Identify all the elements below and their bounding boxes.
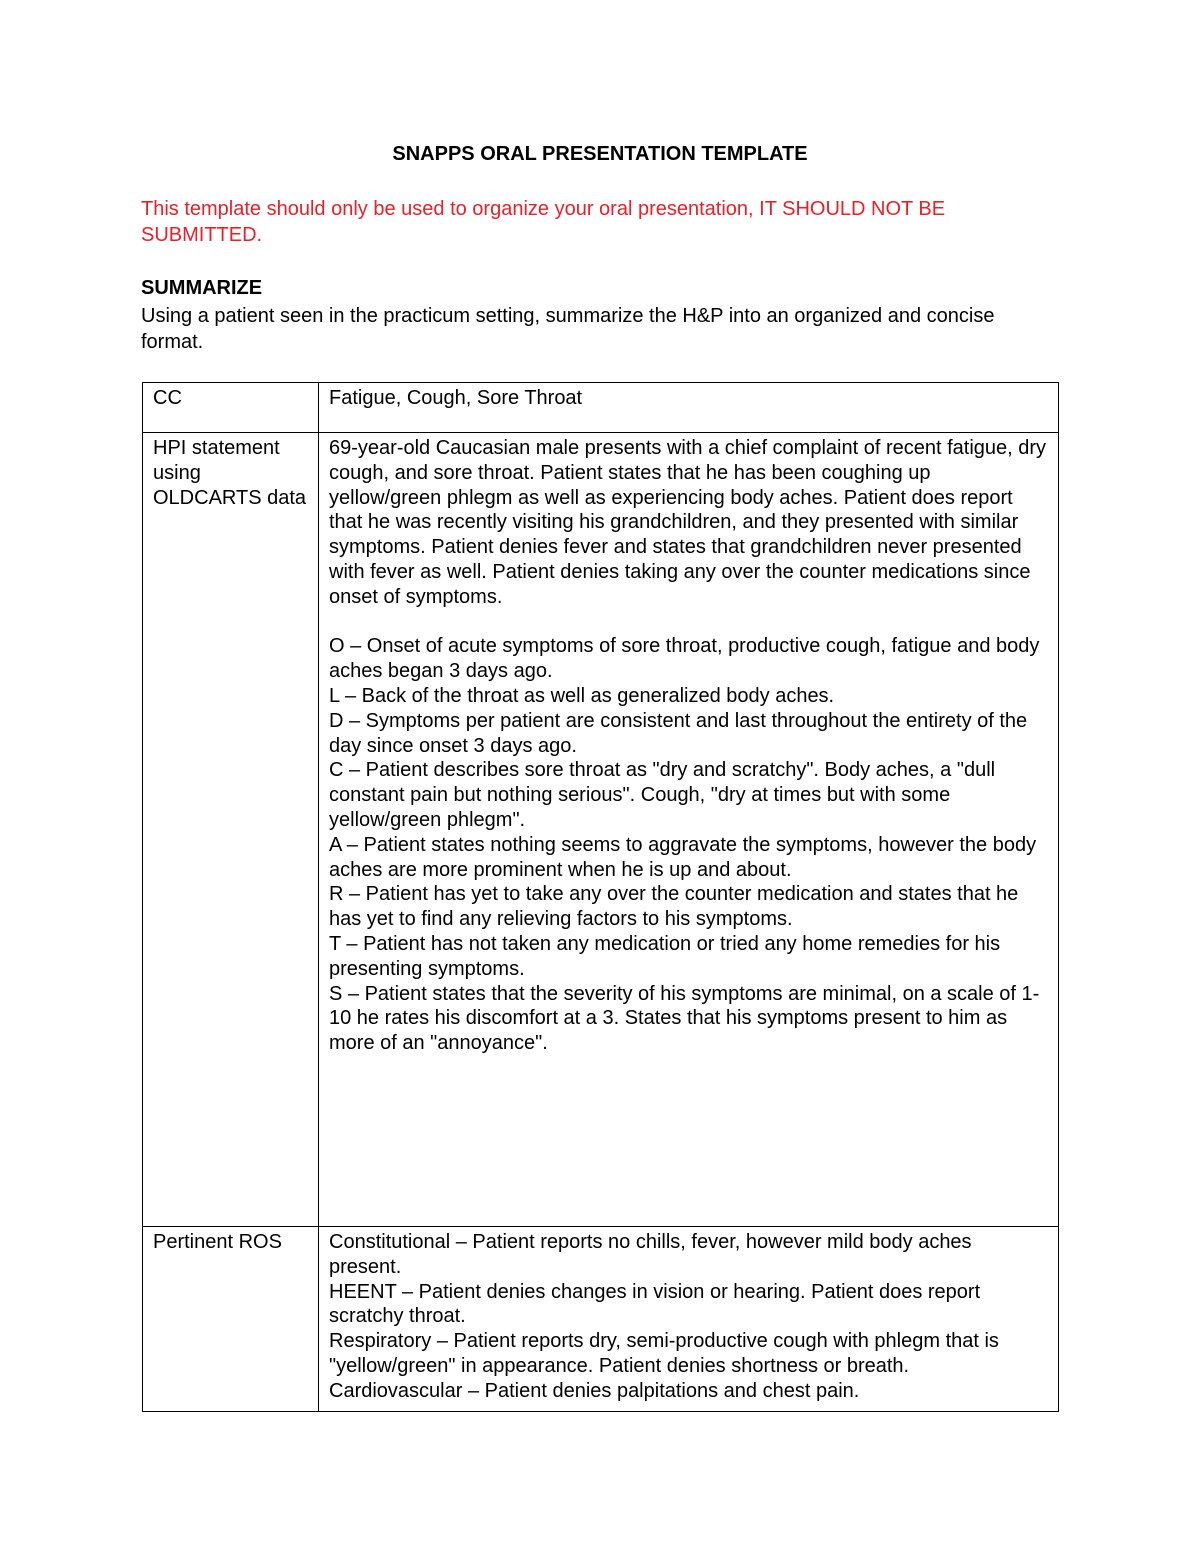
paragraph-gap — [329, 610, 1048, 635]
cc-value-cell: Fatigue, Cough, Sore Throat — [319, 383, 1059, 433]
table-row-cc — [143, 383, 1059, 433]
ros-value-cell — [319, 1227, 1059, 1412]
ros-label-cell: Pertinent ROS — [143, 1227, 319, 1412]
ros-cardiovascular: Cardiovascular – Patient denies palpitations and chest pain. — [329, 1379, 860, 1402]
oldcarts-duration: D – Symptoms per patient are consistent and last throughout the entirety of the day since onset 3 days ago. — [329, 709, 1028, 757]
ros-constitutional: Constitutional – Patient reports no chills, fever, however mild body aches present. — [329, 1231, 972, 1278]
summary-table — [142, 382, 1059, 1412]
hpi-label-cell: HPI statement using OLDCARTS data — [143, 433, 319, 1227]
oldcarts-timing: T – Patient has not taken any medication or tried any home remedies for his presenting symptoms. — [329, 932, 1001, 980]
ros-respiratory: Respiratory – Patient reports dry, semi-productive cough with phlegm that is "yellow/green" in appearance. Patient denies shortness or breath. — [329, 1330, 999, 1377]
oldcarts-severity: S – Patient states that the severity of his symptoms are minimal, on a scale of 1-10 he rates his discomfort at a 3. States that his symptoms present to him as more of an "annoyance". — [329, 982, 1040, 1055]
oldcarts-relieving: R – Patient has yet to take any over the counter medication and states that he has yet to find any relieving factors to his symptoms. — [329, 883, 1019, 931]
cc-label-cell: CC — [143, 383, 319, 433]
document-title: SNAPPS ORAL PRESENTATION TEMPLATE — [392, 143, 808, 165]
hpi-value-cell — [319, 433, 1059, 1227]
oldcarts-onset: O – Onset of acute symptoms of sore throat, productive cough, fatigue and body aches began 3 days ago. — [329, 635, 1040, 683]
table-row-ros — [143, 1227, 1059, 1412]
section-instructions: Using a patient seen in the practicum setting, summarize the H&P into an organized and concise format. — [141, 305, 995, 353]
oldcarts-location: L – Back of the throat as well as generalized body aches. — [329, 684, 835, 707]
section-heading-summarize: SUMMARIZE — [141, 277, 263, 299]
hpi-summary: 69-year-old Caucasian male presents with a chief complaint of recent fatigue, dry cough, and sore throat. Patient states that he has been coughing up yellow/green phlegm as well as experiencing body aches. Patient does report that he was recently visiting his grandchildren, and they presented with similar symptoms. Patient denies fever and states that grandchildren never presented with fever as well. Patient denies taking any over the counter medications since onset of symptoms. — [329, 437, 1047, 608]
oldcarts-character: C – Patient describes sore throat as "dry and scratchy". Body aches, a "dull constant pain but nothing serious". Cough, "dry at times but with some yellow/green phlegm". — [329, 759, 996, 831]
ros-heent: HEENT – Patient denies changes in vision or hearing. Patient does report scratchy throat. — [329, 1280, 981, 1328]
oldcarts-aggravating: A – Patient states nothing seems to aggravate the symptoms, however the body aches are more prominent when he is up and about. — [329, 833, 1037, 881]
table-row-hpi — [143, 433, 1059, 1227]
submission-notice: This template should only be used to organize your oral presentation, IT SHOULD NOT BE SUBMITTED. — [141, 198, 946, 246]
